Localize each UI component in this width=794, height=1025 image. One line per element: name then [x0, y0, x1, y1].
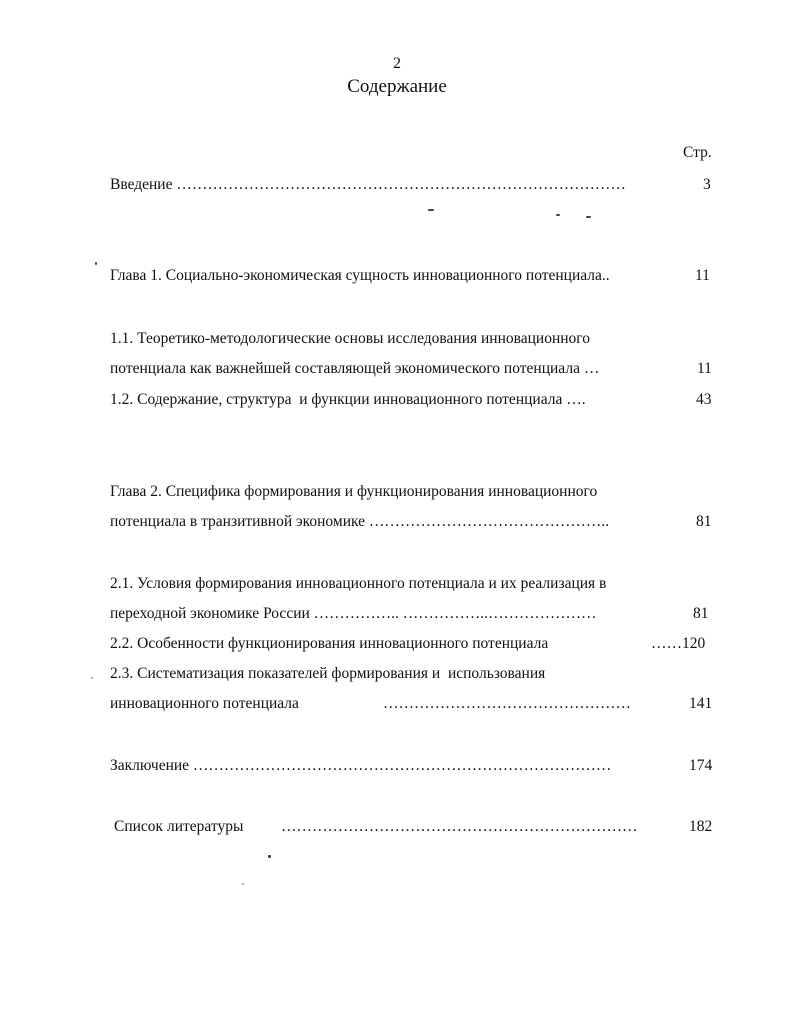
scan-speck	[95, 262, 97, 265]
toc-references-text: Список литературы	[114, 818, 244, 835]
toc-intro-text: Введение ……………………………………………………………………………	[110, 176, 626, 193]
toc-s2-1-line2: переходной экономике России …………….. ……………..…………………	[110, 605, 597, 622]
toc-s2-2-page: ……120	[651, 635, 706, 652]
toc-ch2-page: 81	[696, 513, 712, 530]
scan-speck	[268, 855, 271, 858]
toc-s2-2-text: 2.2. Особенности функционирования инновационного потенциала	[110, 635, 549, 652]
toc-conclusion-text: Заключение ………………………………………………………………………	[110, 757, 612, 774]
toc-s1-2-text: 1.2. Содержание, структура и функции инновационного потенциала ….	[110, 391, 586, 408]
toc-s2-3-dots: …………………………………………	[383, 695, 631, 712]
toc-ch2-line2: потенциала в транзитивной экономике ………………………………………..	[110, 513, 610, 530]
toc-conclusion-page: 174	[689, 757, 713, 774]
toc-s2-1-page: 81	[693, 605, 709, 622]
toc-ch1-text: Глава 1. Социально-экономическая сущность инновационного потенциала..	[110, 267, 610, 284]
page-column-header: Стр.	[683, 144, 712, 161]
toc-references-page: 182	[689, 818, 713, 835]
toc-ch2-line1: Глава 2. Специфика формирования и функционирования инновационного	[110, 483, 598, 500]
scan-speck	[428, 209, 434, 211]
toc-s1-1-line2: потенциала как важнейшей составляющей экономического потенциала …	[110, 360, 600, 377]
toc-s1-1-page: 11	[697, 360, 712, 377]
toc-references-dots: ……………………………………………………………	[281, 818, 638, 835]
toc-s1-2-page: 43	[696, 391, 712, 408]
toc-ch1-page: 11	[695, 267, 710, 284]
toc-s1-1-line1: 1.1. Теоретико-методологические основы исследования инновационного	[110, 330, 591, 347]
scan-speck	[242, 883, 244, 885]
scan-speck	[556, 214, 560, 216]
scan-speck	[586, 216, 591, 218]
toc-s2-3-page: 141	[689, 695, 713, 712]
toc-s2-1-line1: 2.1. Условия формирования инновационного потенциала и их реализация в	[110, 575, 607, 592]
toc-s2-3-line1: 2.3. Систематизация показателей формирования и использования	[110, 665, 546, 682]
page-number: 2	[393, 55, 401, 72]
toc-s2-3-line2: инновационного потенциала	[110, 695, 299, 712]
scan-speck	[91, 677, 93, 679]
page-title: Содержание	[347, 76, 447, 97]
toc-intro-page: 3	[703, 176, 711, 193]
